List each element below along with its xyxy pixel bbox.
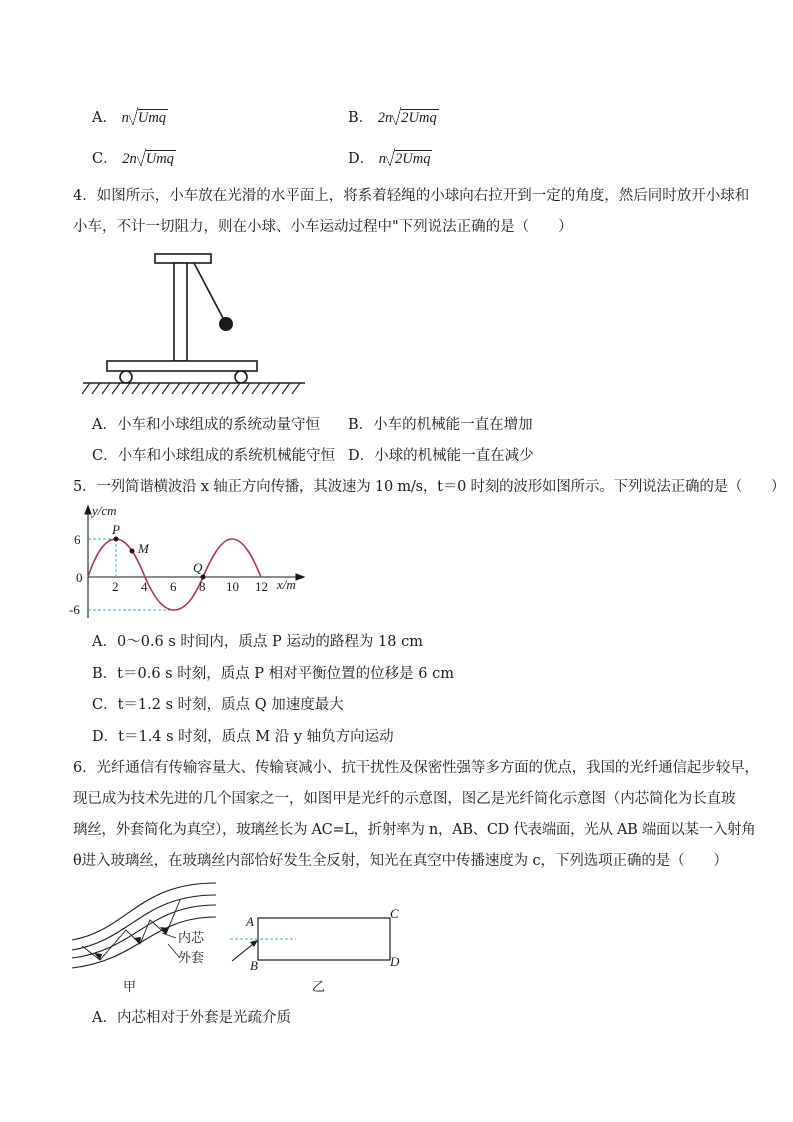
q4-option-c[interactable] [92,446,335,466]
q4-option-a[interactable] [92,415,320,435]
option-text: 小车的机械能一直在增加 [373,417,533,433]
waveform-curve [88,539,261,610]
q5-option-a[interactable] [92,632,423,652]
option-letter: B． [348,110,374,126]
q4-cart-pendulum-figure [80,250,310,400]
label-core: 内芯 [178,930,205,945]
option-letter: A． [92,417,117,433]
label-cladding: 外套 [178,950,205,965]
option-letter: A． [92,110,117,126]
label-p: P [112,522,120,537]
option-letter: D． [92,729,119,745]
radicand: Umq [137,110,167,126]
q6-stem-line2: 现已成为技术先进的几个国家之一，如图甲是光纤的示意图，图乙是光纤简化示意图（内芯简化为长直玻 [73,791,736,807]
x-tick-label: 6 [170,579,177,594]
y-axis-label: y/cm [92,503,117,518]
option-text: 内芯相对于外套是光疏介质 [116,1010,291,1026]
q4-stem-line2: 小车，不计一切阻力，则在小球、小车运动过程中"下列说法正确的是（ ） [73,219,573,235]
q5-option-c[interactable] [92,695,344,715]
q6-fiber-figures [68,878,413,998]
y-axis-arrow [85,506,91,514]
caption-yi: 乙 [312,979,326,994]
q6-option-a[interactable] [92,1008,291,1028]
x-tick-label: 8 [199,579,206,594]
option-letter: B． [348,417,374,433]
q5-stem: 5．一列简谐横波沿 x 轴正方向传播，其波速为 10 m/s，t＝0 时刻的波形如图所示。下列说法正确的是（ ） [73,479,786,495]
option-coef: n [378,151,386,167]
option-letter: B． [92,666,118,682]
q5-wave-graph [66,500,316,622]
sqrt-expression [137,149,176,169]
option-text: t＝1.4 s 时刻，质点 M 沿 y 轴负方向运动 [118,729,394,745]
option-coef: n [121,110,129,126]
support-crossbar [155,254,211,263]
q3-option-a[interactable] [92,108,168,128]
q3-option-c[interactable] [92,149,176,169]
x-axis-arrow [296,574,304,580]
option-letter: A． [92,634,117,650]
q5-option-d[interactable] [92,727,394,747]
x-tick-label: 4 [141,579,148,594]
option-coef: 2n [122,151,137,167]
radicand: 2Umq [401,110,437,126]
cart-wheel-left [120,371,132,383]
support-post [174,263,187,361]
y-tick-label: 0 [76,570,83,585]
x-tick-label: 10 [226,579,239,594]
x-tick-label: 12 [255,579,268,594]
sqrt-expression [386,149,432,169]
q6-stem-line3: 璃丝，外套简化为真空），玻璃丝长为 AC=L，折射率为 n，AB、CD 代表端面，光从 AB 端面以某一入射角 [73,822,756,838]
y-tick-label: 6 [74,532,81,547]
ground-hatching [82,383,300,394]
sqrt-expression [392,108,438,128]
radicand: 2Umq [395,151,431,167]
label-b: B [250,958,258,973]
option-text: 0～0.6 s 时间内，质点 P 运动的路程为 18 cm [116,634,423,650]
x-tick-label: 2 [112,579,119,594]
label-q: Q [193,560,203,575]
label-m: M [138,541,149,556]
x-axis-label: x/m [277,577,296,592]
q5-option-b[interactable] [92,664,454,684]
option-letter: D． [348,151,375,167]
option-letter: C． [92,697,118,713]
q4-option-b[interactable] [348,415,533,435]
q4-option-d[interactable] [348,446,534,466]
option-coef: 2n [377,110,393,126]
label-c: C [390,906,399,921]
radicand: Umq [145,151,174,167]
y-tick-label: -6 [69,602,80,617]
option-text: 小球的机械能一直在减少 [374,448,534,464]
cart-wheel-right [235,371,247,383]
option-text: t＝0.6 s 时刻，质点 P 相对平衡位置的位移是 6 cm [117,666,454,682]
cart-body [107,361,257,371]
q3-option-b[interactable] [348,108,439,128]
option-text: 小车和小球组成的系统机械能守恒 [117,448,336,464]
q6-stem-line1: 6．光纤通信有传输容量大、传输衰减小、抗干扰性及保密性强等多方面的优点，我国的光纤通信起步较早， [73,760,759,776]
option-letter: C． [92,151,118,167]
point-p [114,537,119,542]
sqrt-expression [129,108,168,128]
label-a: A [246,914,254,929]
label-d: D [390,954,400,969]
q4-stem-line1: 4．如图所示，小车放在光滑的水平面上，将系着轻绳的小球向右拉开到一定的角度，然后同时放开小球和 [73,188,750,204]
caption-jia: 甲 [123,979,137,994]
option-letter: D． [348,448,375,464]
q3-option-d[interactable] [348,149,432,169]
option-letter: C． [92,448,118,464]
option-text: t＝1.2 s 时刻，质点 Q 加速度最大 [117,697,344,713]
q6-stem-line4: θ进入玻璃丝，在玻璃丝内部恰好发生全反射，知光在真空中传播速度为 c，下列选项正确的是（ ） [73,853,728,869]
pendulum-ball [219,317,233,331]
pendulum-string [194,263,224,320]
point-m [130,549,135,554]
option-letter: A． [92,1010,117,1026]
option-text: 小车和小球组成的系统动量守恒 [116,417,320,433]
